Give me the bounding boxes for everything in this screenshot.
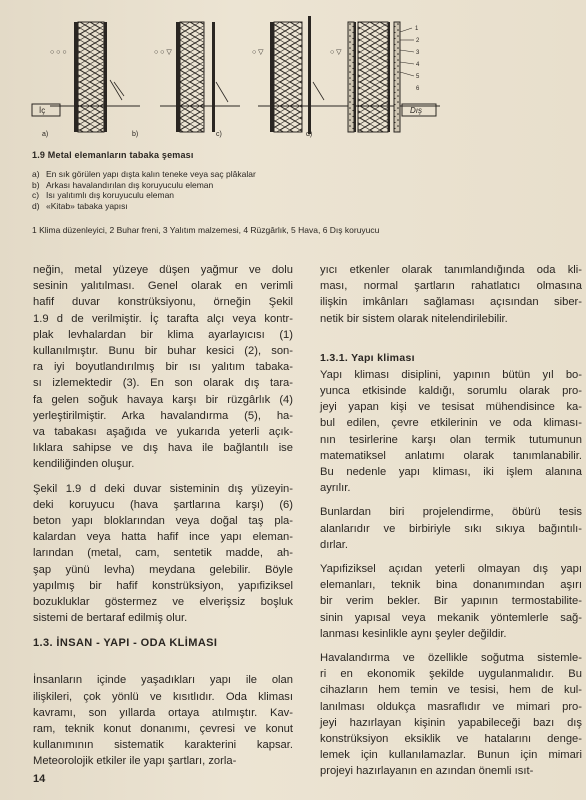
- inside-label: İç: [39, 106, 46, 115]
- legend-key: c): [32, 190, 40, 201]
- text-line: kullanımının sistematik karakterini kapsar.: [33, 739, 293, 752]
- legend-text: Arkası havalandırılan dış koruyuculu eleman: [46, 179, 214, 190]
- paragraph: [33, 262, 293, 473]
- text-line: neğin, metal yüzeye düşen yağmur ve dolu: [33, 264, 293, 276]
- text-line: dırlar.: [320, 538, 348, 551]
- text-line: kullanılmıştır. Bunu bir buhar kesici (2), son-: [33, 345, 293, 358]
- svg-text:○ ▽: ○ ▽: [330, 49, 342, 56]
- text-line: elemanları, teknik bina donanımından aşırı: [320, 579, 582, 592]
- paragraph: [33, 672, 293, 769]
- text-line: nın tesirlerine karşı olan termik tutumunun: [320, 433, 582, 446]
- panel-label-c: c): [216, 131, 222, 138]
- text-line: sistemi de bertaraf edilmiş olur.: [33, 612, 188, 625]
- text-line: ram, teknik konut donanımı, çevresi ve konut: [33, 723, 293, 736]
- text-line: ilişkin imkânları sağlaması açısından siber-: [320, 296, 582, 309]
- text-line: ilişkileri, çok yönlü ve kısıtlıdır. Oda kliması: [33, 690, 293, 703]
- text-line: kavramı, son yıllarda ortaya atılmıştır. Kav-: [33, 706, 293, 719]
- svg-text:○ ○ ▽: ○ ○ ▽: [154, 49, 172, 56]
- text-line: Bunlardan biri projelendirme, öbürü tesis: [320, 506, 582, 519]
- text-line: lıklara sahipse ve dış hava ile bağlantılı ise: [33, 442, 293, 455]
- outside-label: Dış: [410, 106, 422, 115]
- text-line: yerleştirilmiştir. Arka havalandırma (5), ha-: [33, 409, 293, 422]
- text-line: Yapıfiziksel açıdan yeterli olmayan dış yapı: [320, 563, 582, 576]
- figure-parts-list: 1 Klima düzenleyici, 2 Buhar freni, 3 Yalıtım malzemesi, 4 Rüzgârlık, 5 Hava, 6 Dış koruyucu: [32, 225, 380, 235]
- text-line: 1.9 d de verilmiştir. İç tarafta alçı veya kontr-: [33, 312, 293, 325]
- text-line: fa gelen soğuk havaya karşı bir rüzgârlık (4): [33, 393, 293, 406]
- text-line: jeyi hazırlayan kişinin yapabileceği bazı dış: [320, 716, 582, 729]
- text-line: deki koruyucu (hava şartlarına karşı) (6): [33, 498, 293, 511]
- text-line: ayrılır.: [320, 482, 351, 495]
- text-line: hafif duvar konstrüksiyonu, örneğin Şekil: [33, 296, 293, 309]
- panel-a-drawing: [32, 22, 140, 132]
- left-column: [33, 262, 293, 778]
- text-line: alanlarıdır ve birbiriyle sıkı sıkıya bağıntılı-: [320, 522, 582, 535]
- text-line: bozukluklar göstermez ve elverişsiz boşluk: [33, 596, 293, 609]
- svg-text:○ ▽: ○ ▽: [252, 49, 264, 56]
- legend-item: [32, 180, 552, 191]
- text-line: sı izlemektedir (3). En son olarak dış tara-: [33, 377, 293, 390]
- legend-item: [32, 169, 552, 180]
- page-number: 14: [33, 773, 46, 785]
- text-line: lanılması oldukça masraflıdır ve mimari pro-: [320, 700, 582, 713]
- text-line: İnsanların içinde yaşadıkları yapı ile olan: [33, 674, 293, 687]
- paragraph: [33, 481, 293, 627]
- text-line: larından (metal, cam, sentetik madde, ah-: [33, 547, 293, 560]
- text-line: bul edilen, çevre etkilerinin ve oda kliması-: [320, 417, 582, 430]
- text-line: Meteorolojik etkiler ile yapı şartları, zorla-: [33, 755, 237, 768]
- wall-layer-figure: [30, 10, 490, 150]
- svg-text:○ ○ ○: ○ ○ ○: [50, 49, 67, 56]
- text-line: va tabakası aşağıda ve yukarıda yeterli açık-: [33, 426, 293, 439]
- text-line: projeyi hazırlayanın en azından önemli ısıt-: [320, 765, 534, 778]
- text-line: Yapı kliması disiplini, yapının bütün yıl bo-: [320, 368, 582, 381]
- panel-label-a: a): [42, 131, 49, 138]
- num-label-3: 3: [416, 50, 420, 56]
- figure-caption: 1.9 Metal elemanların tabaka şeması: [32, 150, 194, 160]
- text-line: sinin yapısal veya mekanik yöntemlerle sağ-: [320, 611, 582, 624]
- text-line: Bu nedenle yapı kliması, iki işlem alanına: [320, 466, 582, 479]
- text-line: lanması kesinlikle aynı şeyler değildir.: [320, 627, 507, 640]
- text-line: yapılmış bir hafif konstrüksiyon, yapıfiziksel: [33, 579, 293, 592]
- num-label-2: 2: [416, 38, 420, 44]
- legend-text: «Kitab» tabaka yapısı: [46, 200, 128, 211]
- panel-c-drawing: [252, 16, 330, 134]
- paragraph: [320, 561, 582, 642]
- text-line: kendiliğinden oluşur.: [33, 458, 135, 471]
- legend-key: d): [32, 200, 40, 211]
- panel-label-d: d): [306, 131, 313, 138]
- num-label-6: 6: [416, 86, 420, 92]
- legend-item: [32, 201, 552, 212]
- paragraph: [320, 367, 582, 497]
- figure-legend: [32, 169, 552, 211]
- panel-label-b: b): [132, 131, 139, 138]
- panel-b-drawing: [154, 22, 240, 132]
- right-column: [320, 262, 582, 788]
- text-line: ması, normal şartların rahatlatıcı olmasına: [320, 280, 582, 293]
- text-line: lemek için kullanılamazlar. Bunun için mimari: [320, 749, 582, 762]
- text-line: beton yapı bloklarından veya doğal taş pla-: [33, 515, 293, 528]
- text-line: kalardan veya hatta hafif ince yapı eleman-: [33, 531, 293, 544]
- wall-section-drawings: [30, 10, 490, 150]
- section-heading: 1.3. İNSAN - YAPI - ODA KLİMASI: [33, 637, 218, 649]
- text-line: Şekil 1.9 d deki duvar sisteminin dış yüzeyin-: [33, 482, 293, 495]
- legend-text: Isı yalıtımlı dış koruyuculu eleman: [46, 190, 175, 201]
- text-line: cihazların hem temin ve tesisi, hem de kul-: [320, 684, 582, 697]
- text-line: konstrüksiyon eksiklik ve hatalarını denge-: [320, 733, 582, 746]
- paragraph: [320, 262, 582, 327]
- text-line: yunca etkisinde kaldığı, sorumlu olarak pro-: [320, 385, 582, 398]
- text-line: jeyi yapan kişi ve tesisat mühendisince ka-: [320, 401, 582, 414]
- num-label-4: 4: [416, 62, 420, 68]
- text-line: plak levhalardan bir klima ayarlayıcısı (1): [33, 328, 293, 341]
- text-line: ra iyi boyutlandırılmış bir ısı yalıtım tabaka-: [33, 361, 293, 374]
- paragraph: [320, 650, 582, 780]
- num-label-1: 1: [415, 26, 419, 32]
- text-line: bir verim bekler. Bir yapının termostabilite-: [320, 595, 582, 608]
- paragraph: [320, 504, 582, 553]
- legend-key: a): [32, 169, 40, 179]
- legend-item: [32, 190, 552, 201]
- text-line: şap yünü levha) meydana gelebilir. Böyle: [33, 563, 293, 576]
- subsection-heading: 1.3.1. Yapı kliması: [320, 352, 415, 364]
- text-line: sesinin yalıtılması. Genel olarak en verimli: [33, 280, 293, 293]
- text-line: yıcı etkenler olarak tanımlandığında oda kli-: [320, 264, 582, 276]
- text-line: Havalandırma ve özellikle soğutma sistemle-: [320, 652, 582, 665]
- num-label-5: 5: [416, 74, 420, 80]
- legend-key: b): [32, 179, 40, 190]
- text-line: ri en ekonomik şekilde uygulanmalıdır. Bu: [320, 668, 582, 681]
- panel-d-drawing: [330, 22, 440, 132]
- text-line: matematiksel anlatımı olarak tanımlanabilir.: [320, 449, 582, 462]
- text-line: netik bir sistem olarak nitelendirilebilir.: [320, 312, 508, 325]
- legend-text: En sık görülen yapı dışta kalın teneke veya saç plâkalar: [46, 169, 256, 179]
